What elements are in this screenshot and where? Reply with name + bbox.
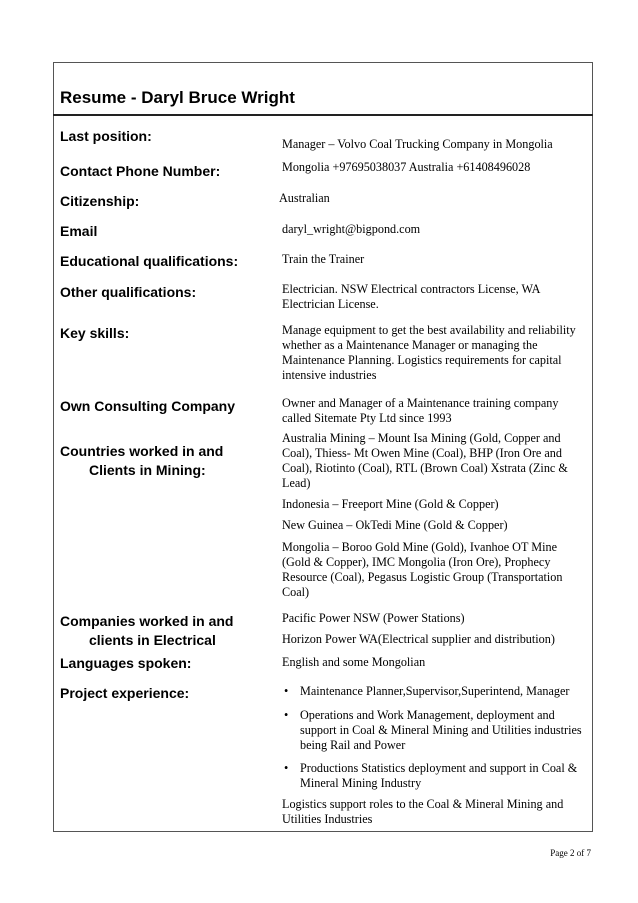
languages-value: English and some Mongolian [282, 655, 426, 669]
title-divider [53, 114, 593, 116]
email-label: Email [60, 223, 98, 239]
project-bullet-text: Productions Statistics deployment and support in Coal & Mineral Mining Industry [300, 761, 578, 790]
last-position-label: Last position: [60, 128, 152, 144]
mining-client-indonesia: Indonesia – Freeport Mine (Gold & Copper) [282, 497, 499, 511]
electrical-client-horizon-power: Horizon Power WA(Electrical supplier and distribution) [282, 632, 555, 646]
citizenship-value: Australian [279, 191, 330, 205]
key-skills-value: Manage equipment to get the best availability and reliability whether as a Maintenance Manager or managing the Maintenance Planning. Logistics requirements for capital intensive industries [282, 323, 576, 382]
mining-client-australia: Australia Mining – Mount Isa Mining (Gold, Copper and Coal), Thiess- Mt Owen Mine (Coal), BHP (Iron Ore and Coal), Riotinto (Coal), RTL (Brown Coal) Xstrata (Zinc & Lead) [282, 431, 568, 490]
electrical-clients-label-line1: Companies worked in and [60, 613, 234, 629]
contact-label: Contact Phone Number: [60, 163, 221, 179]
electrical-client-pacific-power: Pacific Power NSW (Power Stations) [282, 611, 465, 625]
key-skills-label: Key skills: [60, 325, 130, 341]
last-position-value: Manager – Volvo Coal Trucking Company in Mongolia [282, 137, 553, 151]
project-bullet-item [284, 684, 590, 699]
electrical-clients-label [60, 612, 233, 650]
page-number: Page 2 of 7 [550, 848, 591, 858]
languages-label: Languages spoken: [60, 655, 192, 671]
consulting-label: Own Consulting Company [60, 398, 235, 414]
bullet-icon: • [284, 708, 289, 722]
other-qualifications-label: Other qualifications: [60, 284, 197, 300]
mining-client-new-guinea: New Guinea – OkTedi Mine (Gold & Copper) [282, 518, 508, 532]
mining-clients-label [60, 442, 223, 480]
mining-clients-label-line2: Clients in Mining: [89, 462, 206, 478]
consulting-value: Owner and Manager of a Maintenance training company called Sitemate Pty Ltd since 1993 [282, 396, 559, 425]
email-value: daryl_wright@bigpond.com [282, 222, 421, 236]
bullet-icon: • [284, 684, 289, 698]
project-bullet-item [284, 708, 590, 753]
mining-clients-label-line1: Countries worked in and [60, 443, 224, 459]
education-value: Train the Trainer [282, 252, 365, 266]
contact-value: Mongolia +97695038037 Australia +61408496028 [282, 160, 531, 174]
bullet-icon: • [284, 761, 289, 775]
other-qualifications-value: Electrician. NSW Electrical contractors License, WA Electrician License. [282, 282, 540, 311]
project-bullet-text: Maintenance Planner,Supervisor,Superintend, Manager [300, 684, 570, 698]
project-bullet-text: Operations and Work Management, deployment and support in Coal & Mineral Mining and Utilities industries being Rail and Power [300, 708, 582, 752]
mining-client-mongolia: Mongolia – Boroo Gold Mine (Gold), Ivanhoe OT Mine (Gold & Copper), IMC Mongolia (Iron Ore), Prophecy Resource (Coal), Pegasus Logistic Group (Transportation Coal) [282, 540, 563, 599]
project-bullet-item [284, 761, 590, 791]
citizenship-label: Citizenship: [60, 193, 140, 209]
electrical-clients-label-line2: clients in Electrical [89, 632, 216, 648]
project-experience-label: Project experience: [60, 685, 190, 701]
education-label: Educational qualifications: [60, 253, 239, 269]
page-title: Resume - Daryl Bruce Wright [60, 88, 295, 107]
project-closing-text: Logistics support roles to the Coal & Mineral Mining and Utilities Industries [282, 797, 564, 826]
